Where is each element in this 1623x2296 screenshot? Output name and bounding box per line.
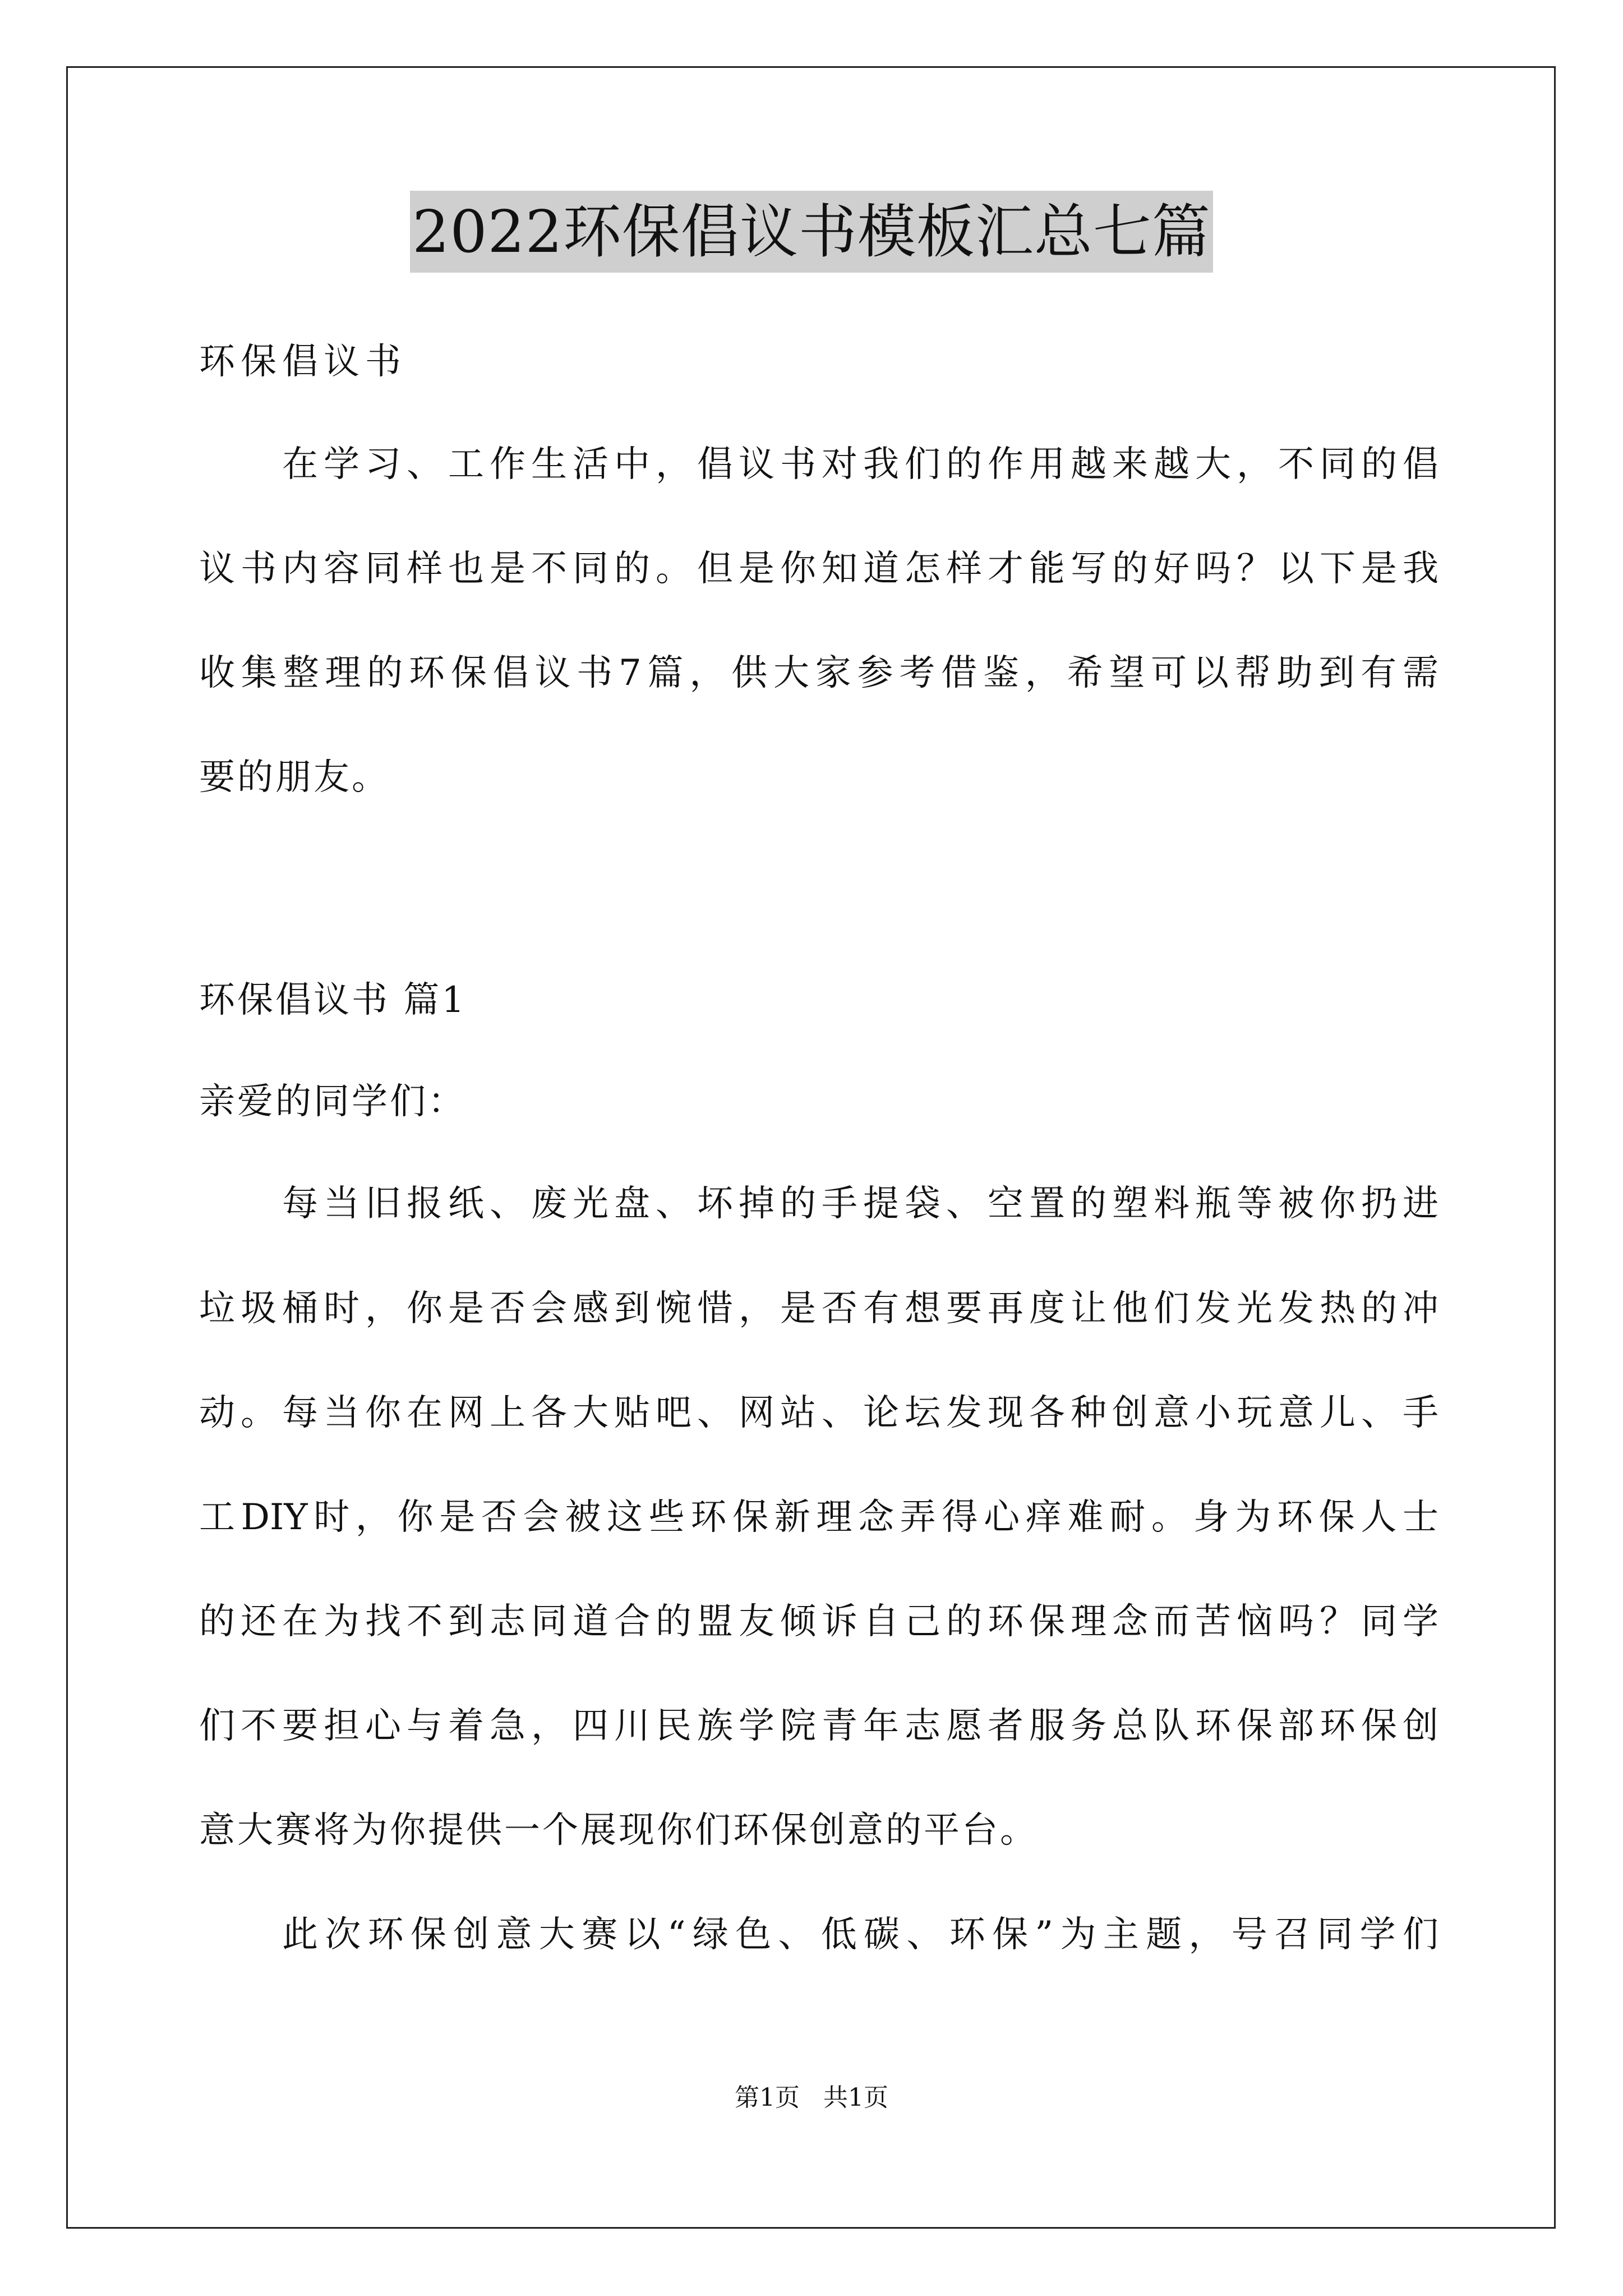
paragraph-line: 意大赛将为你提供一个展现你们环保创意的平台。: [199, 1810, 1038, 1851]
paragraph-line: 此次环保创意大赛以“绿色、低碳、环保”为主题，号召同学们: [282, 1914, 1438, 1955]
paragraph-line: 动。每当你在网上各大贴吧、网站、论坛发现各种创意小玩意儿、手: [199, 1392, 1438, 1434]
document-title: 2022环保倡议书模板汇总七篇: [410, 191, 1213, 273]
intro-line: 收集整理的环保倡议书7篇，供大家参考借鉴，希望可以帮助到有需: [199, 652, 1438, 694]
paragraph-line: 每当旧报纸、废光盘、坏掉的手提袋、空置的塑料瓶等被你扔进: [282, 1183, 1438, 1225]
salutation: 亲爱的同学们：: [199, 1081, 466, 1122]
page-footer: 第1页 共1页: [735, 2083, 888, 2112]
section-heading: 环保倡议书 篇1: [199, 979, 467, 1021]
intro-line: 要的朋友。: [199, 757, 390, 798]
intro-line: 议书内容同样也是不同的。但是你知道怎样才能写的好吗？以下是我: [199, 548, 1438, 590]
intro-heading: 环保倡议书: [199, 341, 407, 383]
paragraph-line: 垃圾桶时，你是否会感到惋惜，是否有想要再度让他们发光发热的冲: [199, 1288, 1438, 1329]
paragraph-line: 的还在为找不到志同道合的盟友倾诉自己的环保理念而苦恼吗？同学: [199, 1601, 1438, 1642]
title-wrap: [0, 191, 1623, 273]
paragraph-line: 们不要担心与着急，四川民族学院青年志愿者服务总队环保部环保创: [199, 1705, 1438, 1747]
intro-line: 在学习、工作生活中，倡议书对我们的作用越来越大，不同的倡: [282, 444, 1438, 485]
paragraph-line: 工DIY时，你是否会被这些环保新理念弄得心痒难耐。身为环保人士: [199, 1497, 1438, 1538]
page-border: [66, 66, 1556, 2229]
